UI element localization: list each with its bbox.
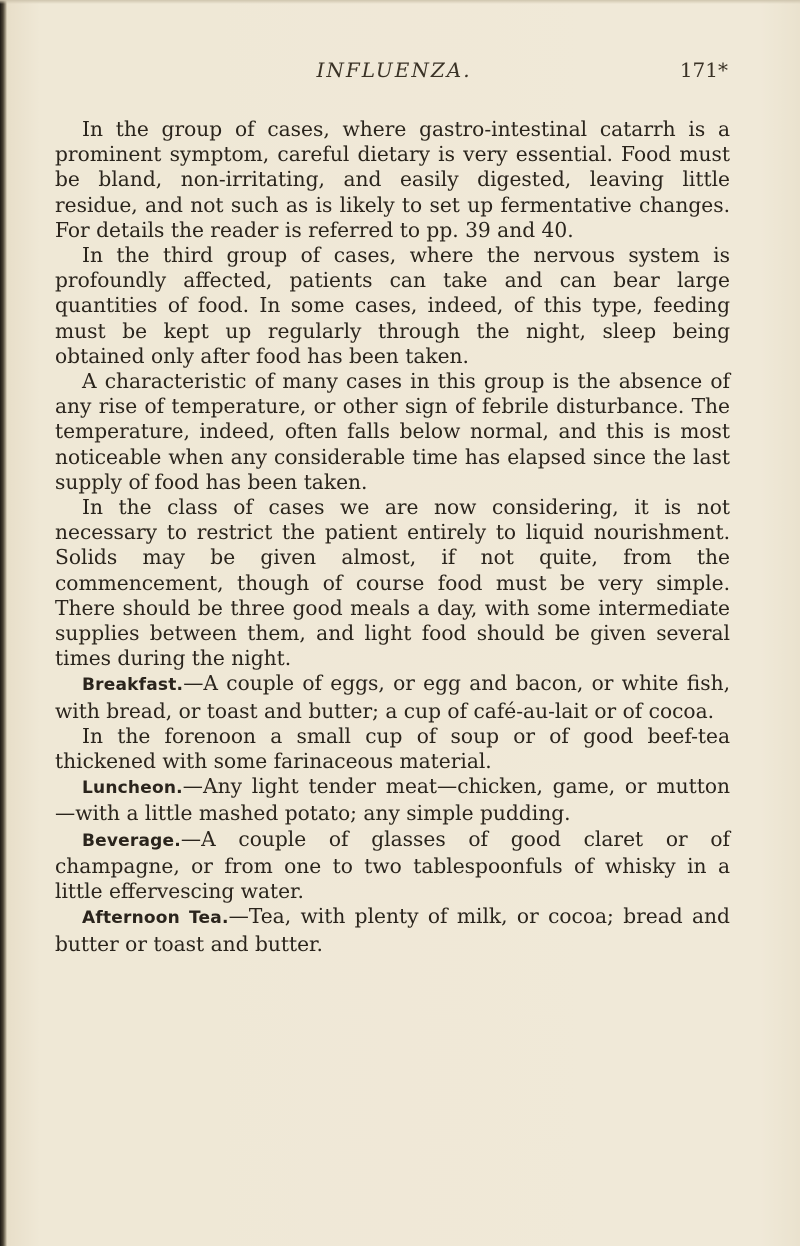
paragraph-gastro-intestinal: In the group of cases, where gastro-intestinal catarrh is a prominent symptom, careful dietary is very essential. Food must be bland, non-irritating, and easily digested, leaving little residue, and not such as is likely to set up fermentative changes. For details the reader is referred to pp. 39 and 40.	[55, 117, 730, 242]
running-title: INFLUENZA.	[316, 58, 472, 82]
binding-edge	[0, 0, 7, 1246]
meal-text-forenoon: In the forenoon a small cup of soup or of good beef-tea thickened with some farinaceous material.	[55, 723, 730, 774]
paragraph-diet-principles: In the class of cases we are now considering, it is not necessary to restrict the patient entirely to liquid nourishment. Solids may be given almost, if not quite, from the commencement, though of course food must be very simple. There should be three good meals a day, with some intermediate supplies between them, and light food should be given several times during the night.	[55, 495, 730, 671]
paragraph-temperature: A characteristic of many cases in this group is the absence of any rise of temperature, or other sign of febrile disturbance. The temperature, indeed, often falls below normal, and this is most noticeable when any considerable time has elapsed since the last supply of food has been taken.	[55, 369, 730, 494]
paragraph-nervous-system: In the third group of cases, where the nervous system is profoundly affected, patients can take and can bear large quantities of food. In some cases, indeed, of this type, feeding must be kept up regularly through the night, sleep being obtained only after food has been taken.	[55, 243, 730, 368]
meal-text-beverage: —A couple of glasses of good claret or of champagne, or from one to two tablespoonfuls of whisky in a little effervescing water.	[55, 826, 730, 904]
meal-label-luncheon: Luncheon.	[82, 778, 183, 799]
top-edge-shadow	[0, 0, 800, 4]
meal-text-breakfast: —A couple of eggs, or egg and bacon, or white fish, with bread, or toast and butter; a cup of café-au-lait or of cocoa.	[55, 671, 730, 723]
meal-beverage	[55, 827, 730, 905]
meal-breakfast	[55, 671, 730, 723]
meal-luncheon	[55, 774, 730, 826]
meal-text-afternoon-tea: —Tea, with plenty of milk, or cocoa; bread and butter or toast and butter.	[55, 904, 730, 956]
meal-label-breakfast: Breakfast.	[82, 675, 184, 696]
meal-label-afternoon-tea: Afternoon Tea.	[82, 908, 229, 929]
body-text	[55, 117, 730, 957]
meal-afternoon-tea	[55, 904, 730, 956]
page-number: 171*	[679, 58, 728, 82]
meal-forenoon	[55, 724, 730, 774]
running-head	[60, 58, 728, 88]
meal-label-beverage: Beverage.	[82, 830, 181, 851]
meal-text-luncheon: —Any light tender meat—chicken, game, or mutton—with a little mashed potato; any simple pudding.	[55, 774, 730, 826]
